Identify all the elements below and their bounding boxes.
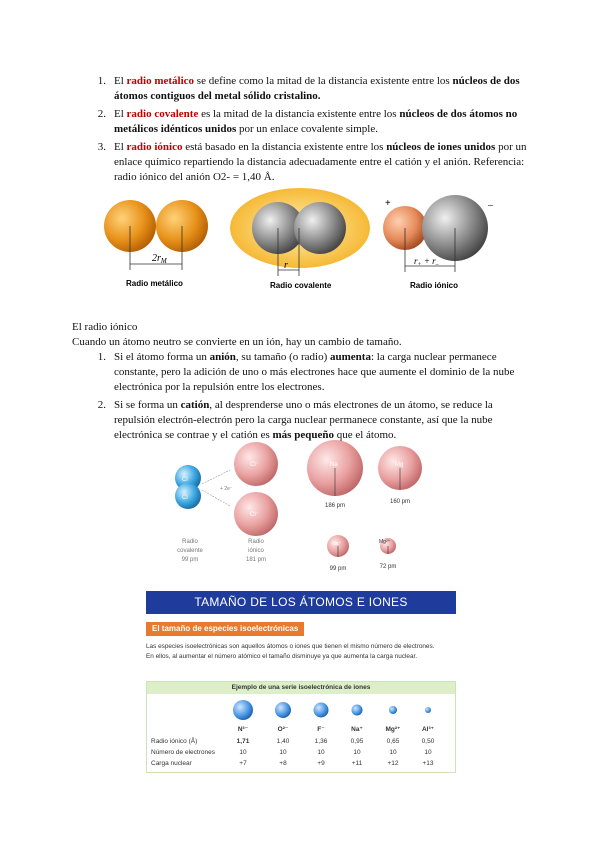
- banner-title: TAMAÑO DE LOS ÁTOMOS E IONES: [146, 591, 456, 614]
- bold-text: núcleos de dos átomos contiguos del metal sólido cristalino.: [114, 75, 520, 102]
- ion-ball-n: [233, 700, 253, 720]
- mg-ion-radius: 72 pm: [379, 564, 397, 570]
- cl-ion-label: Cl⁻: [250, 512, 259, 518]
- text: por un enlace químico repartiendo la distancia adecuadamente entre el catión y el anión. Referencia: radio iónico del anión O2- = 1,40 Å.: [114, 141, 527, 183]
- table-cell: 10: [389, 749, 397, 756]
- text: El: [114, 108, 127, 120]
- ion-balls: [147, 694, 455, 724]
- ionic-caption: Radio iónico: [410, 281, 458, 290]
- row-label: Radio iónico (Å): [151, 738, 198, 745]
- text: que el átomo.: [333, 429, 397, 441]
- text: Si se forma un: [114, 399, 181, 411]
- caption-text: Radio: [182, 539, 198, 545]
- term-radio-covalente: radio covalente: [126, 108, 199, 120]
- radius-types-figure: [100, 188, 520, 298]
- term-radio-metalico: radio metálico: [126, 75, 195, 87]
- electrons-label: + 2e⁻: [220, 486, 233, 492]
- list-item: [86, 74, 536, 104]
- table-cell: +11: [351, 760, 363, 767]
- table-cell: 0,50: [421, 738, 435, 745]
- mg-ion-label: Mg²⁺: [379, 539, 391, 545]
- subhead: El tamaño de especies isoelectrónicas: [146, 622, 304, 636]
- term-radio-ionico: radio iónico: [126, 141, 183, 153]
- table-cell: 0,95: [350, 738, 364, 745]
- species-header: Mg²⁺: [385, 726, 401, 733]
- bold-text: catión: [180, 399, 210, 411]
- table-cell: +7: [239, 760, 247, 767]
- cl-ion-label: Cl⁻: [250, 462, 259, 468]
- bold-text: anión: [209, 351, 236, 363]
- row-label: Número de electrones: [151, 749, 215, 756]
- bold-text: más pequeño: [272, 429, 334, 441]
- section-title: El radio iónico: [72, 321, 138, 333]
- text: está basado en la distancia existente entre los: [182, 141, 387, 153]
- definitions-list: [86, 74, 536, 188]
- list-number: 2.: [97, 108, 106, 120]
- anion-sign: –: [488, 200, 493, 211]
- text: , su tamaño (o radio): [235, 351, 331, 363]
- table-cell: +12: [387, 760, 399, 767]
- bold-text: núcleos de iones unidos: [386, 141, 496, 153]
- ion-ball-o: [275, 702, 291, 718]
- covalent-caption: Radio covalente: [270, 281, 332, 290]
- na-ion-radius: 99 pm: [329, 566, 347, 572]
- species-header: N³⁻: [237, 726, 249, 733]
- metal-radius-label: $2r_M$: [152, 253, 167, 265]
- species-header: Al³⁺: [421, 726, 435, 733]
- text: El: [114, 75, 127, 87]
- na-radius: 186 pm: [324, 503, 346, 509]
- cl-label: Cl: [182, 495, 188, 501]
- table-cell: 10: [424, 749, 432, 756]
- intro-line: En ellos, al aumentar el número atómico el tamaño disminuye ya que aumenta la carga nuclear.: [146, 653, 418, 660]
- metal-caption: Radio metálico: [126, 279, 183, 288]
- caption-text: 181 pm: [245, 557, 267, 563]
- bold-text: aumenta: [330, 351, 371, 363]
- cl-atom: [175, 483, 201, 509]
- list-item: [86, 140, 536, 185]
- caption-text: 99 pm: [181, 557, 199, 563]
- text: : la carga nuclear permanece constante, pero la adición de uno o más electrones hace que aumente el dominio de la nube electrónica por la repulsión entre los electrones.: [114, 351, 515, 393]
- list-item: [86, 398, 536, 443]
- table-cell: 1,71: [236, 738, 250, 745]
- cation-sign: +: [385, 198, 391, 209]
- text: se define como la mitad de la distancia existente entre los: [194, 75, 453, 87]
- text: por un enlace covalente simple.: [236, 123, 378, 135]
- list-item: [86, 350, 536, 395]
- text: El: [114, 141, 127, 153]
- table-cell: 1,36: [314, 738, 328, 745]
- caption-text: covalente: [177, 548, 203, 554]
- section: [72, 320, 552, 350]
- table-cell: +13: [422, 760, 434, 767]
- ion-ball-f: [314, 703, 329, 718]
- table-cell: 10: [279, 749, 287, 756]
- species-header: Na⁺: [351, 726, 363, 733]
- ionic-radius-label: $r_+ + r_-$: [414, 256, 439, 268]
- table-cell: 1,40: [276, 738, 290, 745]
- caption-text: Radio: [248, 539, 264, 545]
- ion-size-list: [86, 350, 536, 446]
- species-header: O²⁻: [277, 726, 289, 733]
- ion-ball-al: [425, 707, 431, 713]
- table-title: Ejemplo de una serie isoelectrónica de iones: [147, 682, 455, 694]
- table-cell: 0,65: [386, 738, 400, 745]
- ion-ball-mg: [389, 706, 397, 714]
- isoelectronic-table: [146, 681, 456, 773]
- table-intro: [146, 642, 466, 662]
- list-number: 3.: [97, 141, 106, 153]
- intro-line: Las especies isoelectrónicas son aquellos átomos o iones que tienen el mismo número de electrones.: [146, 643, 435, 650]
- na-ion-label: Na⁺: [332, 541, 342, 547]
- na-label: Na: [330, 462, 338, 468]
- list-number: 1.: [97, 75, 106, 87]
- species-header: F⁻: [317, 726, 325, 733]
- section-intro: Cuando un átomo neutro se convierte en un ión, hay un cambio de tamaño.: [72, 336, 402, 348]
- row-label: Carga nuclear: [151, 760, 192, 767]
- list-number: 2.: [97, 399, 106, 411]
- mg-label: Mg: [395, 462, 404, 468]
- bold-text: núcleos de dos átomos no metálicos idénticos unidos: [114, 108, 518, 135]
- caption-text: iónico: [248, 548, 264, 554]
- table-cell: 10: [317, 749, 325, 756]
- table-cell: 10: [239, 749, 247, 756]
- covalent-radius-label: r: [284, 260, 288, 271]
- text: , al desprenderse uno o más electrones de un átomo, se reduce la repulsión electrón-electrón pero la carga nuclear permanece constante, así que la nube electrónica se contrae y el catión es: [114, 399, 493, 441]
- table-cell: 10: [353, 749, 361, 756]
- ion-ball-na: [352, 705, 363, 716]
- table-cell: +8: [279, 760, 287, 767]
- text: Si el átomo forma un: [114, 351, 210, 363]
- list-item: [86, 107, 536, 137]
- text: es la mitad de la distancia existente entre los: [198, 108, 400, 120]
- table-cell: +9: [317, 760, 325, 767]
- ion-size-figure: [160, 440, 450, 580]
- list-number: 1.: [97, 351, 106, 363]
- mg-radius: 160 pm: [389, 499, 411, 505]
- covalent-atom: [294, 202, 346, 254]
- cl-label: Cl: [182, 477, 188, 483]
